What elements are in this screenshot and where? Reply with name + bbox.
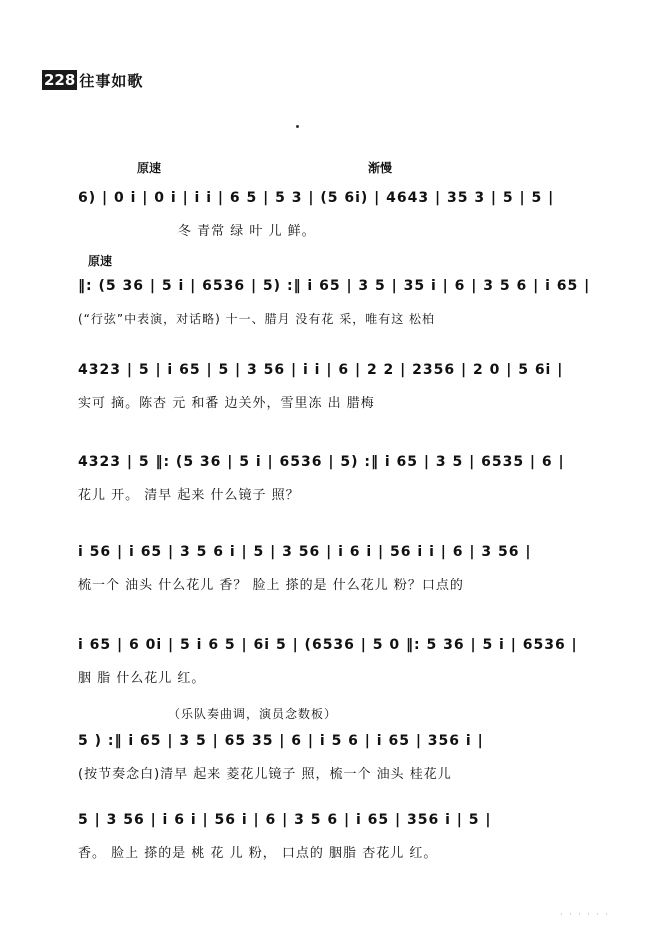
tempo-jian-man: 渐慢 bbox=[368, 161, 393, 175]
footer-marks: · · · · · · bbox=[560, 910, 610, 919]
staff-6-lyrics: 胭 脂 什么花儿 红。 bbox=[78, 671, 206, 686]
staff-3-lyrics: 实可 摘。陈杏 元 和番 边关外，雪里冻 出 腊梅 bbox=[78, 396, 375, 411]
staff-2-lyrics: (“行弦”中表演，对话略) 十一、腊月 没有花 采，唯有这 松柏 bbox=[78, 312, 436, 326]
tempo-yuan-su-2: 原速 bbox=[88, 254, 113, 268]
staff-4-notes: 4323 | 5 ‖: (5 36 | 5 i | 6536 | 5) :‖ i 65 | 3 5 | 6535 | 6 | bbox=[78, 454, 565, 470]
staff-1-notes: 6) | 0 i | 0 i | i i | 6 5 | 5 3 | (5 6i) | 4643 | 35 3 | 5 | 5 | bbox=[78, 190, 555, 206]
page-number: 228 bbox=[44, 71, 76, 89]
stage-note: （乐队奏曲调，演员念数板） bbox=[168, 707, 338, 721]
staff-6-notes: i 65 | 6 0i | 5 i 6 5 | 6i 5 | (6536 | 5 0 ‖: 5 36 | 5 i | 6536 | bbox=[78, 637, 578, 653]
decorative-dot bbox=[296, 125, 299, 128]
staff-5-notes: i 56 | i 65 | 3 5 6 i | 5 | 3 56 | i 6 i | 56 i i | 6 | 3 56 | bbox=[78, 544, 532, 560]
staff-7-lyrics: (按节奏念白)清早 起来 菱花儿镜子 照，梳一个 油头 桂花儿 bbox=[78, 767, 452, 782]
staff-8-notes: 5 | 3 56 | i 6 i | 56 i | 6 | 3 5 6 | i 65 | 356 i | 5 | bbox=[78, 812, 492, 828]
staff-1-lyrics: 冬 青常 绿 叶 儿 鲜。 bbox=[178, 224, 316, 239]
book-title: 往事如歌 bbox=[79, 71, 144, 90]
page-header bbox=[42, 70, 143, 90]
staff-4-lyrics: 花儿 开。 清早 起来 什么镜子 照？ bbox=[78, 488, 300, 503]
staff-2-notes: ‖: (5 36 | 5 i | 6536 | 5) :‖ i 65 | 3 5 | 35 i | 6 | 3 5 6 | i 65 | bbox=[78, 278, 591, 294]
staff-5-lyrics: 梳一个 油头 什么花儿 香？ 脸上 搽的是 什么花儿 粉？口点的 bbox=[78, 578, 464, 593]
staff-8-lyrics: 香。 脸上 搽的是 桃 花 儿 粉， 口点的 胭脂 杏花儿 红。 bbox=[78, 846, 438, 861]
staff-3-notes: 4323 | 5 | i 65 | 5 | 3 56 | i i | 6 | 2 2 | 2356 | 2 0 | 5 6i | bbox=[78, 362, 564, 378]
staff-7-notes: 5 ) :‖ i 65 | 3 5 | 65 35 | 6 | i 5 6 | i 65 | 356 i | bbox=[78, 733, 484, 749]
tempo-yuan-su-1: 原速 bbox=[137, 161, 162, 175]
